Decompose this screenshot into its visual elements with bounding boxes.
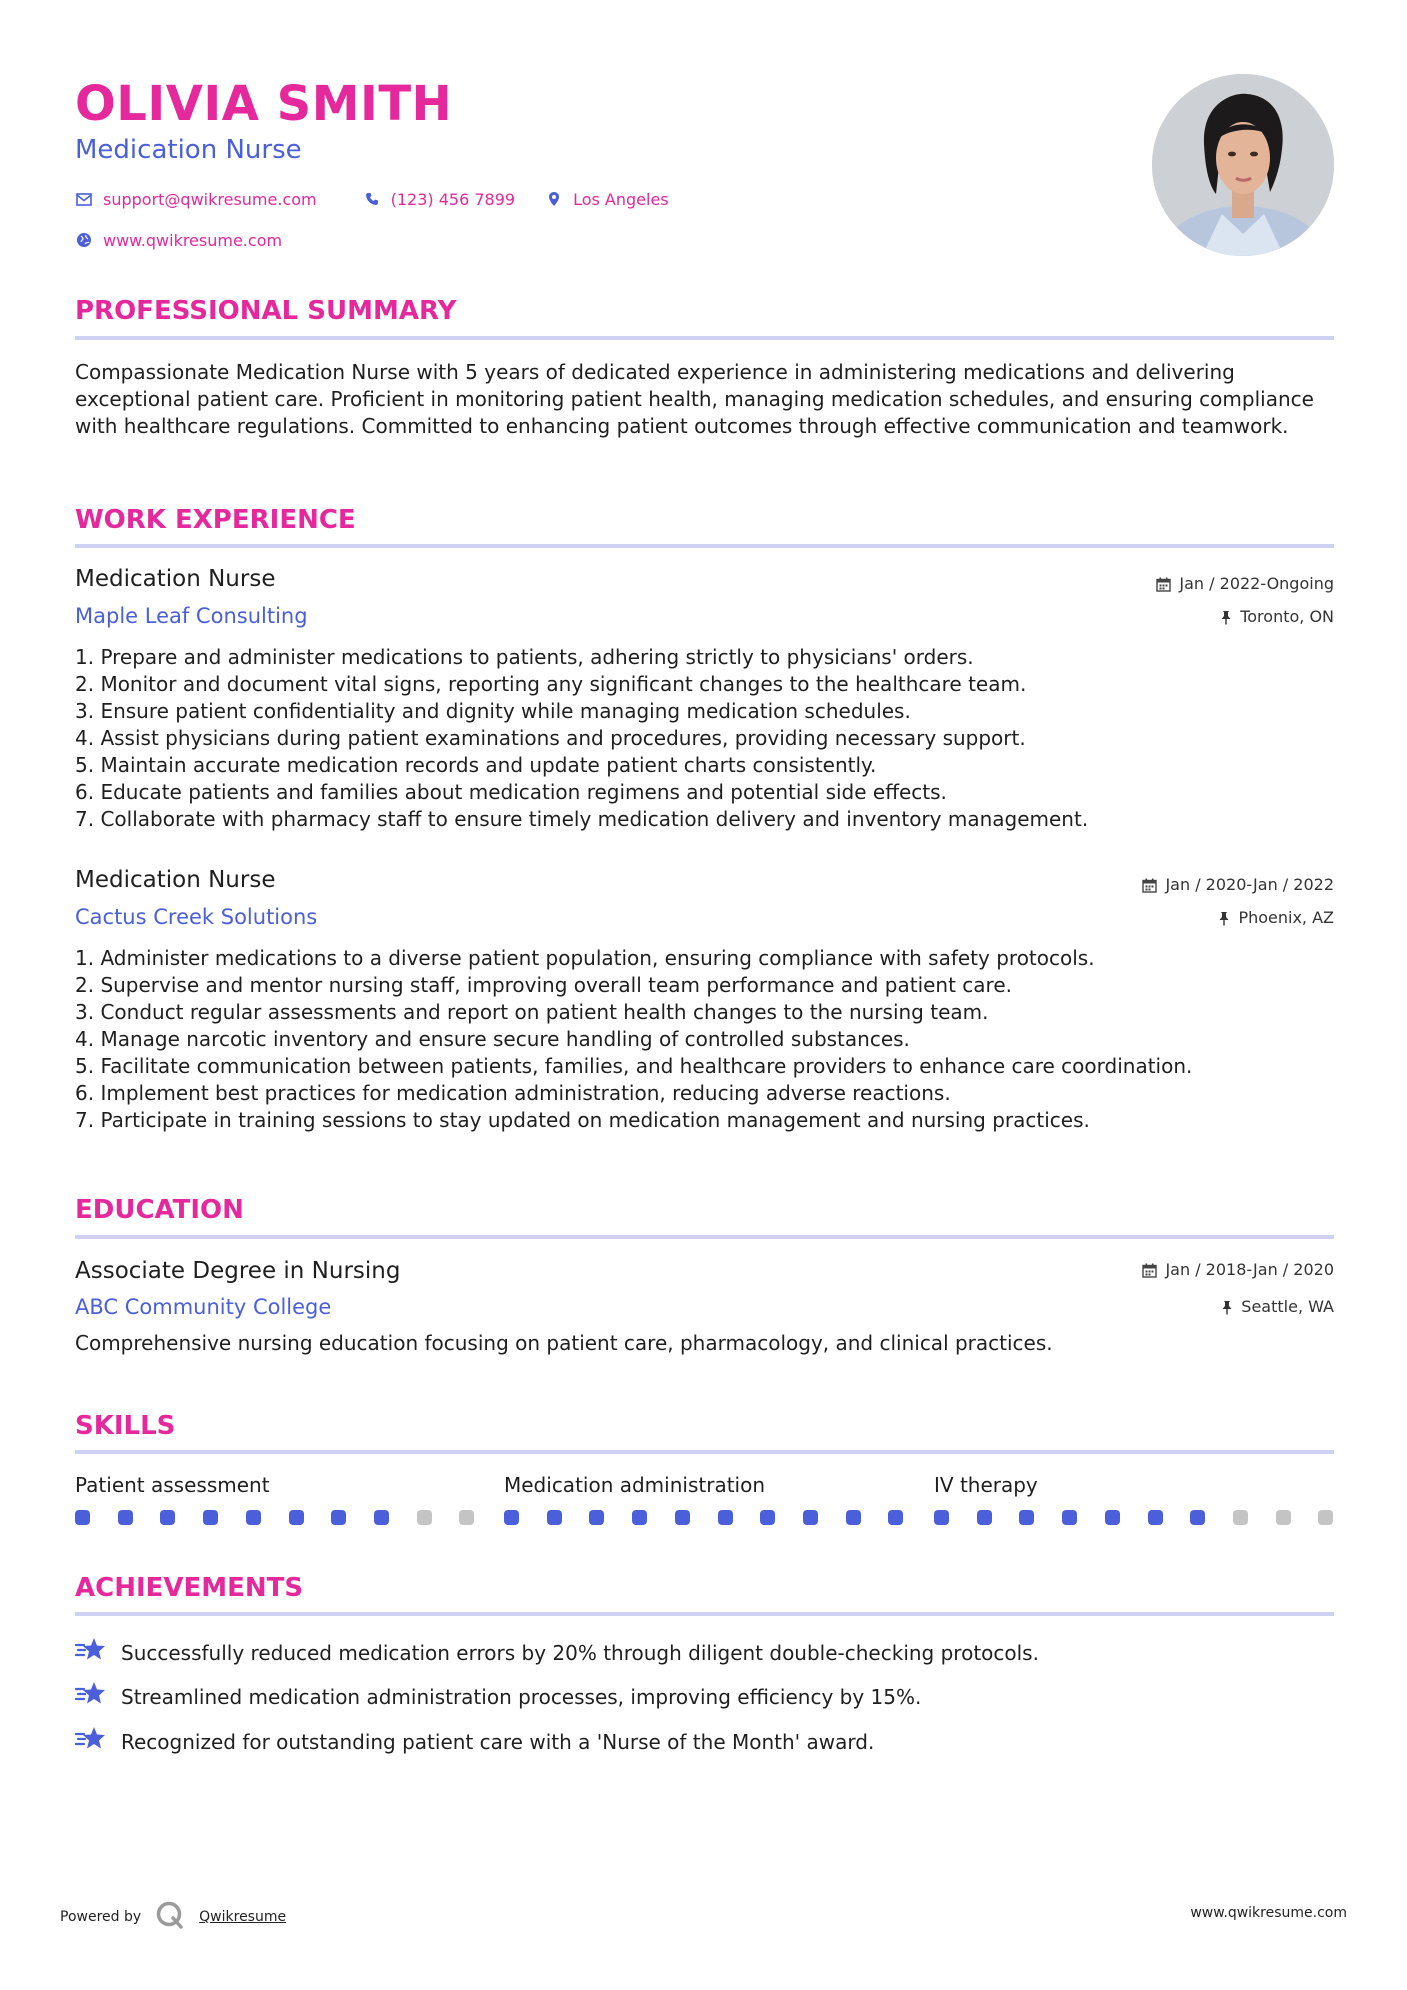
education-heading: EDUCATION	[75, 1195, 244, 1225]
skill-dot-filled	[331, 1510, 346, 1525]
skill-rating	[504, 1510, 904, 1526]
company-name: Cactus Creek Solutions	[75, 905, 318, 929]
list-item: 5. Maintain accurate medication records and update patient charts consistently.	[75, 753, 877, 777]
skill-dot-filled	[75, 1510, 90, 1525]
education-divider	[75, 1235, 1334, 1239]
phone-text[interactable]: (123) 456 7899	[390, 189, 516, 209]
candidate-name: OLIVIA SMITH	[75, 76, 453, 132]
skill-dot-filled	[203, 1510, 218, 1525]
summary-heading: PROFESSIONAL SUMMARY	[75, 296, 457, 326]
achievement-text: Streamlined medication administration processes, improving efficiency by 15%.	[121, 1684, 922, 1709]
star-icon	[75, 1725, 107, 1758]
list-item: 6. Implement best practices for medication administration, reducing adverse reactions.	[75, 1081, 951, 1105]
education-location-text: Seattle, WA	[1241, 1297, 1334, 1316]
job-location-text: Toronto, ON	[1240, 607, 1334, 626]
skill-dot-filled	[1019, 1510, 1034, 1525]
education-location	[1221, 1296, 1334, 1318]
skill-dot-filled	[246, 1510, 261, 1525]
achievements-heading: ACHIEVEMENTS	[75, 1573, 304, 1603]
skill-dot-filled	[547, 1510, 562, 1525]
achievement-item	[75, 1636, 1039, 1669]
skills-divider	[75, 1450, 1334, 1454]
job-dates	[1156, 573, 1334, 595]
degree-title: Associate Degree in Nursing	[75, 1258, 401, 1284]
skill-dot-filled	[632, 1510, 647, 1525]
list-item: 3. Conduct regular assessments and report on patient health changes to the nursing team.	[75, 1000, 989, 1024]
experience-divider	[75, 544, 1334, 548]
website-link[interactable]: www.qwikresume.com	[103, 230, 283, 250]
job-location	[1220, 606, 1334, 628]
list-item: 2. Supervise and mentor nursing staff, improving overall team performance and patient care.	[75, 973, 1013, 997]
list-item: 2. Monitor and document vital signs, reporting any significant changes to the healthcare team.	[75, 672, 1027, 696]
job-title: Medication Nurse	[75, 566, 276, 592]
profile-photo	[1152, 74, 1334, 256]
skill-dot-filled	[934, 1510, 949, 1525]
star-icon	[75, 1636, 107, 1669]
skill-name: Medication administration	[504, 1473, 766, 1497]
skill-dot-filled	[289, 1510, 304, 1525]
job-responsibilities	[75, 644, 1334, 833]
job-dates-text: Jan / 2020-Jan / 2022	[1165, 875, 1334, 894]
map-pin-icon	[545, 190, 563, 208]
skill-dot-filled	[1105, 1510, 1120, 1525]
contact-row	[75, 187, 669, 211]
skill-dot-filled	[118, 1510, 133, 1525]
footer-website[interactable]: www.qwikresume.com	[1190, 1905, 1347, 1921]
summary-divider	[75, 336, 1334, 340]
list-item: 1. Prepare and administer medications to patients, adhering strictly to physicians' orders.	[75, 645, 974, 669]
skill-dot-filled	[977, 1510, 992, 1525]
achievement-item	[75, 1680, 921, 1713]
skill-dot-filled	[504, 1510, 519, 1525]
pushpin-icon	[1221, 1300, 1233, 1315]
job-dates	[1142, 874, 1334, 896]
envelope-icon	[75, 190, 93, 208]
candidate-role: Medication Nurse	[75, 135, 302, 165]
skill-dot-filled	[1148, 1510, 1163, 1525]
education-dates-text: Jan / 2018-Jan / 2020	[1165, 1260, 1334, 1279]
email-link[interactable]: support@qwikresume.com	[103, 189, 317, 209]
skill-dot-filled	[589, 1510, 604, 1525]
skill-dot-empty	[1318, 1510, 1333, 1525]
list-item: 6. Educate patients and families about medication regimens and potential side effects.	[75, 780, 947, 804]
achievement-item	[75, 1725, 874, 1758]
list-item: 7. Participate in training sessions to stay updated on medication management and nursing practices.	[75, 1108, 1090, 1132]
list-item: 3. Ensure patient confidentiality and dignity while managing medication schedules.	[75, 699, 911, 723]
company-name: Maple Leaf Consulting	[75, 604, 308, 628]
globe-icon	[75, 231, 93, 249]
qwikresume-logo-icon	[155, 1900, 185, 1934]
job-location	[1218, 907, 1334, 929]
list-item: 1. Administer medications to a diverse patient population, ensuring compliance with safety protocols.	[75, 946, 1095, 970]
star-icon	[75, 1680, 107, 1713]
skill-dot-filled	[718, 1510, 733, 1525]
website-row	[75, 228, 282, 252]
education-description: Comprehensive nursing education focusing on patient care, pharmacology, and clinical practices.	[75, 1331, 1053, 1355]
location-text: Los Angeles	[573, 189, 669, 209]
pushpin-icon	[1220, 610, 1232, 625]
skill-name: Patient assessment	[75, 1473, 270, 1497]
skill-dot-filled	[675, 1510, 690, 1525]
skill-dot-empty	[417, 1510, 432, 1525]
education-dates	[1142, 1259, 1334, 1281]
experience-heading: WORK EXPERIENCE	[75, 505, 356, 535]
skill-dot-filled	[803, 1510, 818, 1525]
skill-rating	[934, 1510, 1334, 1526]
skill-dot-filled	[1062, 1510, 1077, 1525]
list-item: 5. Facilitate communication between patients, families, and healthcare providers to enhance care coordination.	[75, 1054, 1193, 1078]
qwikresume-brand-link[interactable]: Qwikresume	[199, 1909, 287, 1925]
list-item: 4. Assist physicians during patient examinations and procedures, providing necessary support.	[75, 726, 1026, 750]
skills-heading: SKILLS	[75, 1411, 176, 1441]
skill-dot-filled	[160, 1510, 175, 1525]
school-name: ABC Community College	[75, 1295, 332, 1319]
skill-dot-filled	[374, 1510, 389, 1525]
job-responsibilities	[75, 945, 1334, 1134]
summary-text: Compassionate Medication Nurse with 5 years of dedicated experience in administering medications and delivering exceptional patient care. Proficient in monitoring patient health, managing medication schedules, and ensuring compliance with healthcare regulations. Committed to enhancing patient outcomes through effective communication and teamwork.	[75, 360, 1314, 438]
skill-dot-empty	[1233, 1510, 1248, 1525]
calendar-icon	[1156, 577, 1171, 592]
skill-dot-filled	[1190, 1510, 1205, 1525]
job-title: Medication Nurse	[75, 867, 276, 893]
pushpin-icon	[1218, 911, 1230, 926]
list-item: 4. Manage narcotic inventory and ensure secure handling of controlled substances.	[75, 1027, 910, 1051]
powered-by-label: Powered by	[60, 1909, 142, 1925]
skill-dot-empty	[1276, 1510, 1291, 1525]
skill-name: IV therapy	[934, 1473, 1038, 1497]
footer-branding	[60, 1900, 286, 1934]
achievement-text: Successfully reduced medication errors by 20% through diligent double-checking protocols.	[121, 1640, 1039, 1665]
job-dates-text: Jan / 2022-Ongoing	[1179, 574, 1334, 593]
calendar-icon	[1142, 878, 1157, 893]
list-item: 7. Collaborate with pharmacy staff to ensure timely medication delivery and inventory management.	[75, 807, 1089, 831]
skill-dot-filled	[888, 1510, 903, 1525]
job-location-text: Phoenix, AZ	[1238, 908, 1334, 927]
phone-icon	[363, 190, 381, 208]
skill-dot-filled	[760, 1510, 775, 1525]
achievement-text: Recognized for outstanding patient care with a 'Nurse of the Month' award.	[121, 1729, 875, 1754]
achievements-divider	[75, 1612, 1334, 1616]
skill-dot-empty	[459, 1510, 474, 1525]
calendar-icon	[1142, 1263, 1157, 1278]
skill-dot-filled	[846, 1510, 861, 1525]
skill-rating	[75, 1510, 475, 1526]
